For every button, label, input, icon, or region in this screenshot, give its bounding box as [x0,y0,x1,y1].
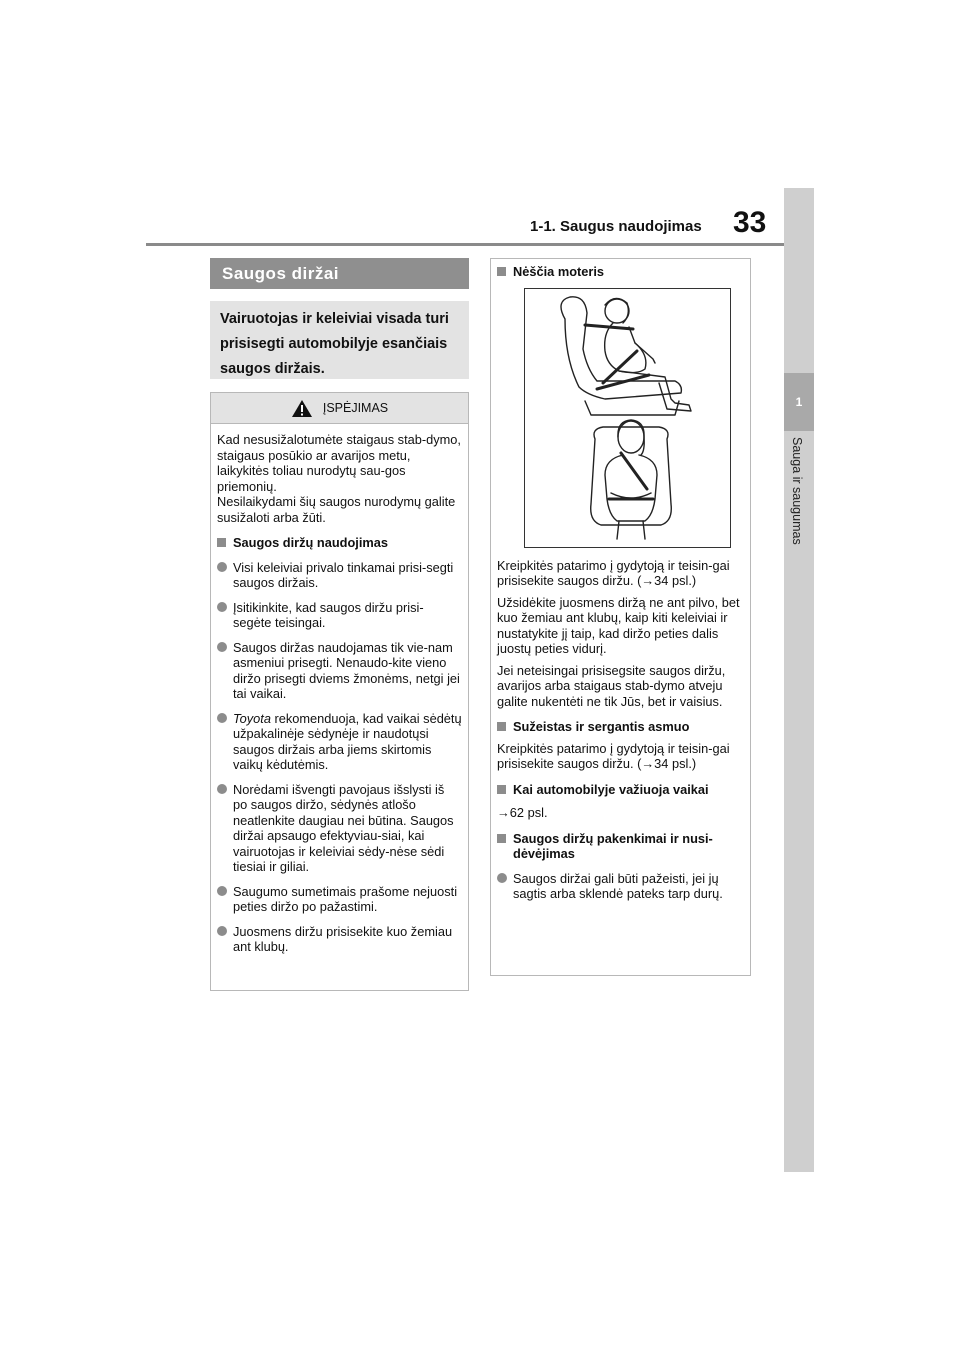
list-item-rest: rekomenduoja, kad vaikai sėdėtų užpakalinėje sėdynėje ir naudotųsi saugos diržais arba jiems skirtomis vaikų kėdutėmis. [233,710,462,772]
round-bullet-icon [217,713,227,723]
section-title: 1-1. Saugus naudojimas [530,218,702,235]
square-bullet-icon [217,538,226,547]
paragraph: Užsidėkite juosmens diržą ne ant pilvo, bet kuo žemiau ant klubų, kaip kiti keleiviai ir nustatykite jį taip, kad diržo peties dalis juostų peties vidurį. [497,594,740,656]
subhead-pregnant [497,264,744,280]
warning-triangle-icon [291,399,313,418]
subhead-text: Saugos diržų pakenkimai ir nusi-dėvėjimas [513,830,713,861]
list-item [217,924,462,955]
round-bullet-icon [217,562,227,572]
header-rule [146,243,784,246]
section-heading: Saugos diržai [210,258,469,289]
list-item [217,884,462,915]
square-bullet-icon [497,722,506,731]
round-bullet-icon [217,886,227,896]
list-item-text: Juosmens diržu prisisekite kuo žemiau ant klubų. [233,923,453,954]
subhead-text: Nėščia moteris [513,264,605,279]
paragraph: Kreipkitės patarimo į gydytoją ir teisin-gai prisisekite saugos diržu. (→34 psl.) [497,557,730,588]
warning-title: ĮSPĖJIMAS [322,401,389,415]
warning-paragraph-1: Kad nesusižalotumėte staigaus stab-dymo, staigaus posūkio ar avarijos metu, laikykitės toliau nurodytų sau-gos priemonių. [217,432,461,494]
subhead-damage [497,831,744,862]
subhead-text: Sužeistas ir sergantis asmuo [513,719,690,734]
square-bullet-icon [497,267,506,276]
list-item [497,871,744,902]
right-column [490,258,751,976]
paragraph: Kreipkitės patarimo į gydytoją ir teisin-gai prisisekite saugos diržu. (→34 psl.) [497,740,730,771]
subhead-text: Kai automobilyje važiuoja vaikai [513,781,709,797]
page-reference: →62 psl. [497,805,548,820]
chapter-number: 1 [784,373,814,431]
round-bullet-icon [217,926,227,936]
list-item [217,600,462,631]
subhead-children [497,782,744,798]
chapter-side-tab [784,188,814,1172]
square-bullet-icon [497,785,506,794]
list-item-text: Saugos diržas naudojamas tik vie-nam asmeniui prisegti. Nenaudo-kite vieno diržo prisegti dviems žmonėms, netgi jei tai vaikai. [233,639,460,701]
warning-paragraph-2: Nesilaikydami šių saugos nurodymų galite susižaloti arba žūti. [217,494,456,525]
round-bullet-icon [217,602,227,612]
list-item-text: Saugos diržai gali būti pažeisti, jei jų sagtis arba sklendė pateks tarp durų. [513,870,723,901]
round-bullet-icon [497,873,507,883]
warning-header [211,393,468,424]
left-column [210,258,469,991]
list-item-text: Norėdami išvengti pavojaus išslysti iš po saugos diržo, sėdynės atlošo neatlenkite daugiau nei būtina. Saugos diržai apsaugo efektyviau-siai, kai vairuotojas ir keleiviai sėdy-nėse sėdi tiesiai ir giliai. [233,781,454,874]
list-item [217,560,462,591]
brand-name: Toyota [233,710,271,726]
list-item [217,711,462,773]
round-bullet-icon [217,642,227,652]
intro-box: Vairuotojas ir keleiviai visada turi prisisegti automobilyje esančiais saugos diržais. [210,301,469,379]
warning-subhead-text: Saugos diržų naudojimas [233,535,389,550]
square-bullet-icon [497,834,506,843]
page-number: 33 [733,206,767,239]
paragraph: Jei neteisingai prisisegsite saugos diržu, avarijos arba staigaus stab-dymo atveju galite nukentėti ne tik Jūs, bet ir vaisius. [497,662,726,709]
warning-subhead [217,535,462,551]
list-item-text: Saugumo sumetimais prašome nejuosti peties diržo po pažastimi. [233,883,458,914]
list-item-text [233,711,462,773]
chapter-title: Sauga ir saugumas [790,437,804,545]
list-item-text: Visi keleiviai privalo tinkamai prisi-segti saugos diržais. [233,559,454,590]
round-bullet-icon [217,784,227,794]
list-item [217,782,462,875]
subhead-injured [497,719,744,735]
warning-body [211,424,468,955]
warning-box [210,392,469,991]
list-item [217,640,462,702]
list-item-text: Įsitikinkite, kad saugos diržu prisi-segėte teisingai. [233,599,424,630]
pregnant-woman-seatbelt-illustration [524,288,731,548]
